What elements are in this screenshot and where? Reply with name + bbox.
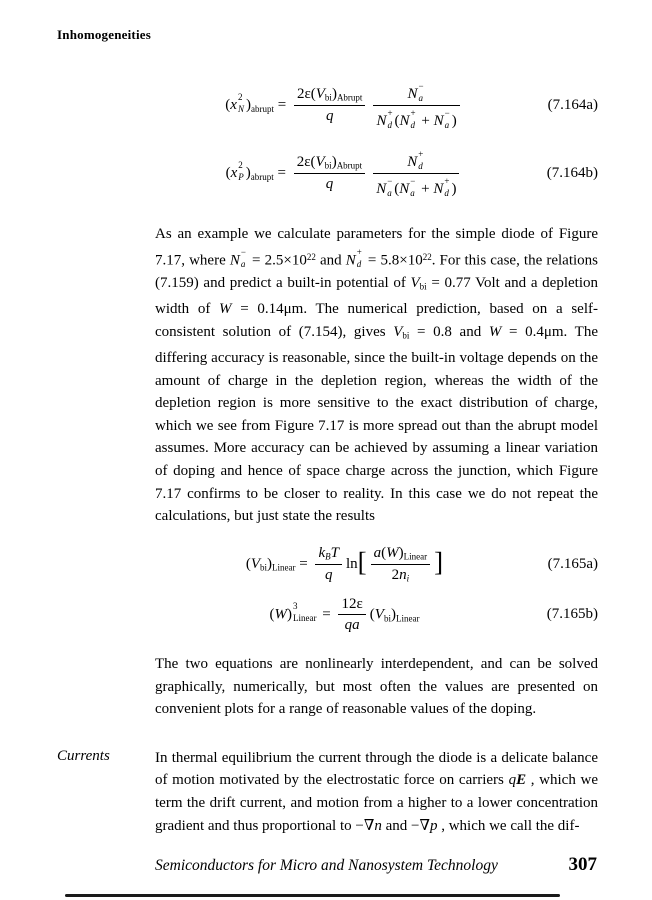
paragraph-currents: In thermal equilibrium the current through the diode is a delicate balance of motion motivated by the electrostatic force on carriers qE , which we term the drift current, and motion from a higher to a lower concentration gradient and thus proportional to −∇n and −∇p , which we call the dif- [155,749,598,834]
margin-label-currents: Currents [57,747,110,764]
equation-number-7-164a: (7.164a) [547,97,598,114]
scan-artifact-line [65,894,560,897]
paragraph-equations-note: The two equations are nonlinearly interdependent, and can be solved graphically, numerically, but most often the values are presented on convenient plots for a range of reasonable values of the doping. [155,656,598,718]
equation-7-165a [155,544,598,585]
equation-7-164b [155,148,598,200]
equation-7-164b-body: (x 2 P )abrupt = $\frac{\text{2ε(Vbi)Abrupt}}{q}$ N + d N − a (N − a + N + d ) [155,148,534,200]
equation-number-7-165a: (7.165a) [547,555,598,572]
equation-7-164a-body: (x 2 N )abrupt = $\frac{\text{2ε(Vbi)Abrupt}}{q}$ N − a N + d (N + d + N − a ) [155,80,534,132]
paragraph-example: As an example we calculate parameters for the simple diode of Figure 7.17, where N − a = $2.5\times 10^{22}$ and N + d = $5.8\times 10^{22}$. For this case, the relations (7.159) and predict a built-in potential of Vbi = 0.77 Volt and a depletion width of W = 0.14μm. The numerical prediction, based on a self-consistent solution of (7.154), gives Vbi = 0.8 and W = 0.4μm. The differing accuracy is reasonable, since the built-in voltage depends on the amount of charge in the depletion region, whereas the width of the depletion region is more sensitive to the exact distribution of charge, which we see from Figure 7.17 is more spread out than the abrupt model assumes. More accuracy can be achieved by assuming a linear variation of doping and hence of space charge across the junction, which Figure 7.17 confirms to be closer to reality. In this case we do not repeat the calculations, but just state the results [155,226,599,525]
equation-number-7-165b: (7.165b) [546,606,598,623]
currents-section [57,747,598,837]
text-column [57,70,599,837]
equation-number-7-164b: (7.164b) [546,164,598,181]
running-header: Inhomogeneities [57,27,151,42]
equation-7-165a-body: (Vbi)Linear = $\frac{\text{kBT}}{q}$ ln[ $\frac{\text{a(W)Linear}}{2ni}$ ] [245,544,444,584]
footer-book-title: Semiconductors for Micro and Nanosystem Technology [155,857,498,874]
equation-7-165b [155,595,598,636]
equation-7-165b-body: (W) 3 Linear = $\frac{12\varepsilon}{qa}$ (Vbi)Linear [269,595,420,634]
footer-page-number: 307 [568,854,597,875]
page-footer [155,854,597,876]
equation-7-164a [155,80,598,132]
